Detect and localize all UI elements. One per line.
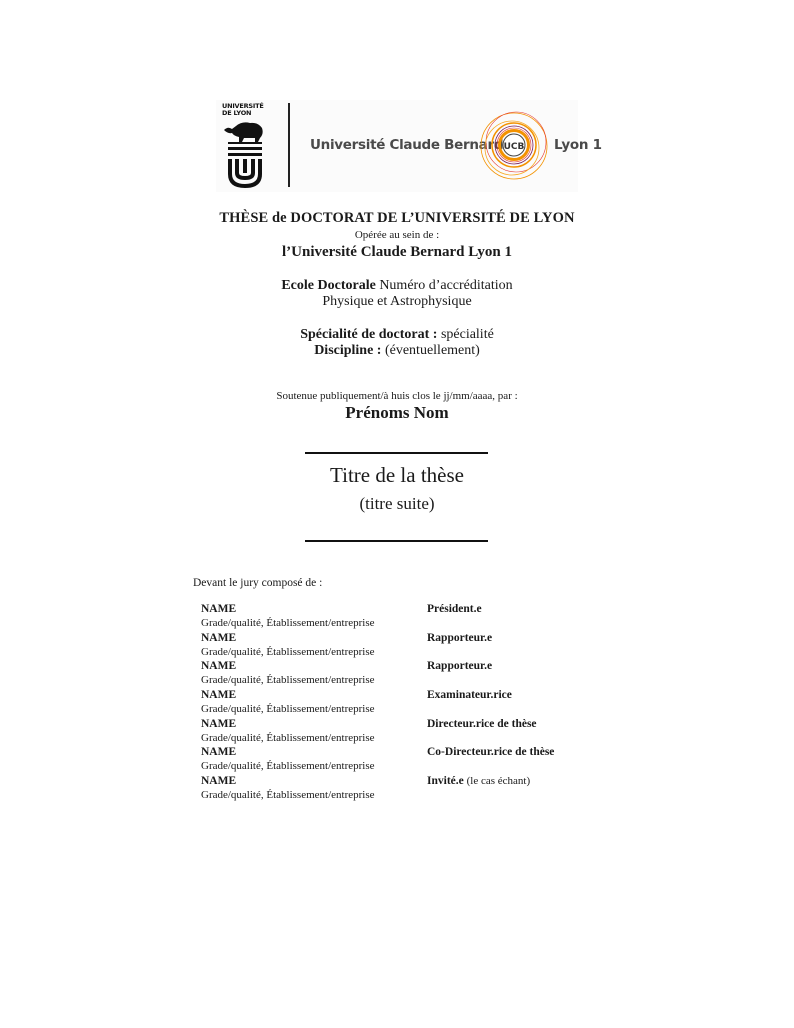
discipline-value: (éventuellement)	[384, 343, 480, 358]
thesis-type-heading: THÈSE de DOCTORAT DE L’UNIVERSITÉ DE LYON	[219, 210, 575, 226]
jury-member-affiliation: Grade/qualité, Établissement/entreprise	[201, 731, 375, 744]
ucbl-wordmark: Université Claude Bernard	[310, 137, 504, 153]
jury-member-name: NAME	[201, 689, 237, 702]
jury-member-role	[427, 718, 537, 730]
jury-member-role	[427, 689, 512, 701]
author-name: Prénoms Nom	[345, 403, 449, 422]
jury-member-role	[427, 632, 492, 644]
role-label: Co-Directeur.rice de thèse	[427, 746, 555, 759]
lion-icon	[222, 118, 266, 190]
jury-table	[201, 603, 621, 804]
role-note: (le cas échant)	[466, 775, 531, 788]
logo-banner	[216, 100, 602, 192]
jury-member-role	[427, 603, 482, 615]
jury-member-row	[201, 660, 621, 689]
jury-member-row	[201, 632, 621, 661]
jury-intro: Devant le jury composé de :	[193, 577, 323, 589]
operated-label: Opérée au sein de :	[354, 229, 440, 241]
title-rule-top	[305, 452, 488, 454]
logo-divider	[288, 103, 290, 187]
jury-member-name: NAME	[201, 660, 237, 673]
jury-member-name: NAME	[201, 746, 237, 759]
jury-member-row	[201, 718, 621, 747]
ucbl-city: Lyon 1	[554, 137, 602, 153]
jury-member-row	[201, 746, 621, 775]
accreditation-number: Numéro d’accréditation	[379, 278, 513, 293]
discipline-line	[0, 343, 794, 359]
doctoral-school-label: Ecole Doctorale	[281, 278, 376, 293]
svg-text:UCB: UCB	[503, 142, 525, 152]
defense-statement: Soutenue publiquement/à huis clos le jj/mm/aaaa, par :	[276, 390, 518, 402]
jury-member-name: NAME	[201, 775, 237, 788]
jury-member-role	[427, 746, 554, 758]
jury-member-row	[201, 689, 621, 718]
role-label: Rapporteur.e	[427, 631, 493, 644]
title-rule-bottom	[305, 540, 488, 542]
role-label: Rapporteur.e	[427, 660, 493, 673]
ucbl-emblem-icon	[478, 102, 550, 188]
jury-member-name: NAME	[201, 631, 237, 644]
role-label: Président.e	[427, 603, 482, 615]
specialty-line	[0, 327, 794, 343]
udl-wordmark	[222, 103, 270, 117]
specialty-label: Spécialité de doctorat :	[300, 327, 438, 342]
udl-line2: DE LYON	[222, 109, 252, 117]
jury-member-role	[427, 660, 492, 672]
specialty-value: spécialité	[440, 327, 494, 342]
thesis-subtitle: (titre suite)	[359, 494, 435, 513]
jury-member-affiliation: Grade/qualité, Établissement/entreprise	[201, 760, 375, 773]
role-label: Examinateur.rice	[427, 689, 512, 702]
role-label: Invité.e	[427, 775, 464, 788]
doctoral-school-line	[0, 278, 794, 294]
jury-member-name: NAME	[201, 603, 237, 615]
jury-member-role	[427, 775, 530, 787]
udl-line1: UNIVERSITÉ	[222, 102, 264, 110]
jury-member-name: NAME	[201, 717, 237, 730]
role-label: Directeur.rice de thèse	[427, 717, 537, 730]
thesis-title: Titre de la thèse	[330, 463, 464, 487]
doctoral-school-name: Physique et Astrophysique	[322, 294, 472, 309]
jury-member-affiliation: Grade/qualité, Établissement/entreprise	[201, 789, 375, 802]
jury-member-row	[201, 775, 621, 804]
jury-member-affiliation: Grade/qualité, Établissement/entreprise	[201, 645, 375, 658]
jury-member-affiliation: Grade/qualité, Établissement/entreprise	[201, 703, 375, 716]
discipline-label: Discipline :	[314, 343, 382, 358]
jury-member-row	[201, 603, 621, 632]
institution-name: l’Université Claude Bernard Lyon 1	[281, 244, 512, 260]
universite-de-lyon-logo	[222, 103, 266, 189]
jury-member-affiliation: Grade/qualité, Établissement/entreprise	[201, 674, 375, 687]
jury-member-affiliation: Grade/qualité, Établissement/entreprise	[201, 617, 375, 629]
